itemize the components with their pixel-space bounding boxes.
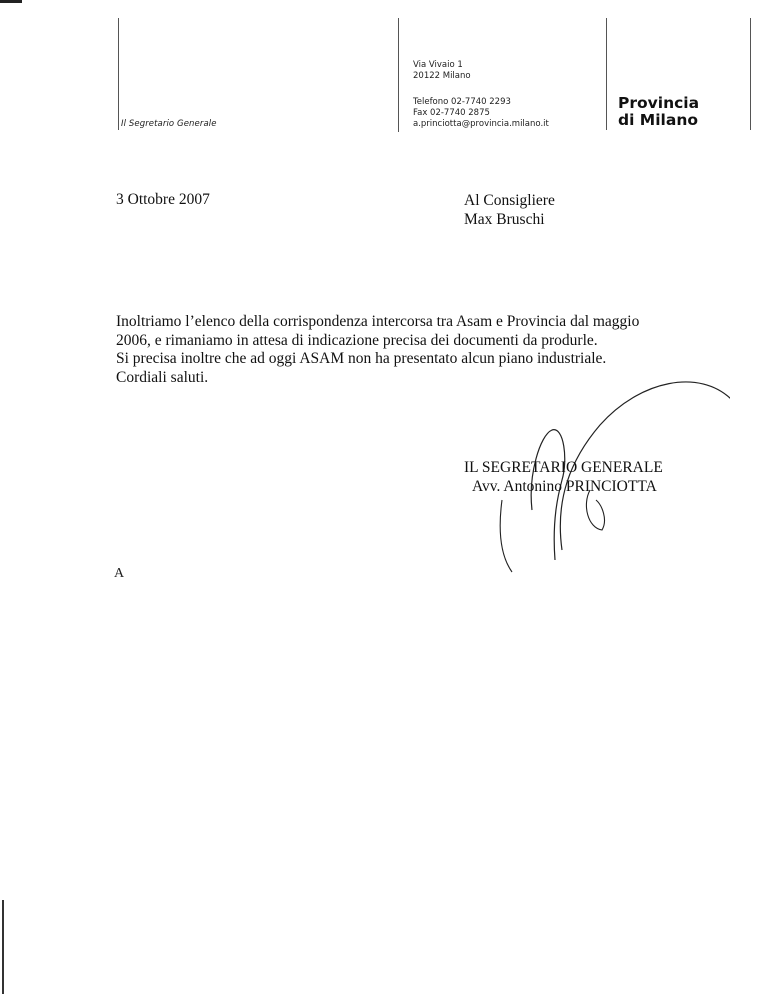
body-line-2: 2006, e rimaniamo in attesa di indicazione precisa dei documenti da produrle.	[116, 331, 598, 349]
signature-stroke-tail	[500, 500, 512, 572]
header-contacts	[413, 97, 549, 130]
handwritten-initial: A	[114, 566, 125, 581]
address-city: 20122 Milano	[413, 71, 471, 81]
recipient-line-1: Al Consigliere	[464, 192, 555, 209]
recipient-block	[464, 192, 555, 229]
signature-name: Avv. Antonino PRINCIOTTA	[472, 477, 657, 495]
contact-fax: Fax 02-7740 2875	[413, 108, 490, 118]
address-street: Via Vivaio 1	[413, 60, 463, 70]
scan-artifact-corner	[0, 0, 22, 3]
contact-email: a.princiotta@provincia.milano.it	[413, 119, 549, 129]
header-rule-4	[750, 18, 751, 130]
body-line-1: Inoltriamo l’elenco della corrispondenza intercorsa tra Asam e Provincia dal maggio	[116, 313, 640, 330]
body-line-3: Si precisa inoltre che ad oggi ASAM non ha presentato alcun piano industriale.	[116, 350, 607, 367]
signature-block	[464, 459, 663, 496]
brand-logo-text	[618, 95, 699, 129]
header-rule-1	[118, 18, 119, 130]
contact-phone: Telefono 02-7740 2293	[413, 97, 511, 107]
brand-line-1: Provincia	[618, 94, 700, 112]
letter-date: 3 Ottobre 2007	[116, 191, 210, 208]
body-line-4: Cordiali saluti.	[116, 368, 209, 386]
scan-artifact-edge	[2, 900, 4, 994]
brand-line-2: di Milano	[618, 111, 698, 129]
signature-title: IL SEGRETARIO GENERALE	[464, 459, 663, 476]
recipient-line-2: Max Bruschi	[464, 210, 545, 228]
header-rule-3	[606, 18, 607, 130]
signature-stroke-curl	[586, 490, 604, 530]
header-rule-2	[398, 18, 399, 132]
header-address	[413, 60, 471, 82]
header-role: Il Segretario Generale	[121, 119, 217, 129]
